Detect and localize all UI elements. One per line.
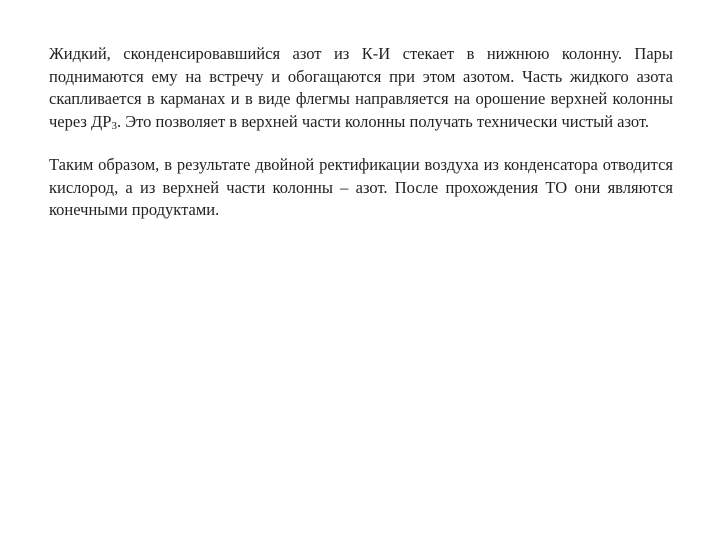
paragraph-1-text: Жидкий, сконденсировавшийся азот из К-И стекает в нижнюю колонну. Пары поднимаются ему на встречу и обогащаются при этом азотом. Часть жидкого азота скапливается в карманах и в виде флегмы направляется на орошение верхней колонны через ДР: [49, 44, 673, 131]
document-page: [49, 43, 673, 222]
paragraph-1-text-end: . Это позволяет в верхней части колонны получать технически чистый азот.: [116, 111, 650, 131]
paragraph-1: [49, 43, 673, 133]
subscript-index: 3: [111, 119, 117, 132]
paragraph-2: Таким образом, в результате двойной ректификации воздуха из конденсатора отводится кислород, а из верхней части колонны – азот. После прохождения ТО они являются конечными продуктами.: [49, 155, 673, 219]
